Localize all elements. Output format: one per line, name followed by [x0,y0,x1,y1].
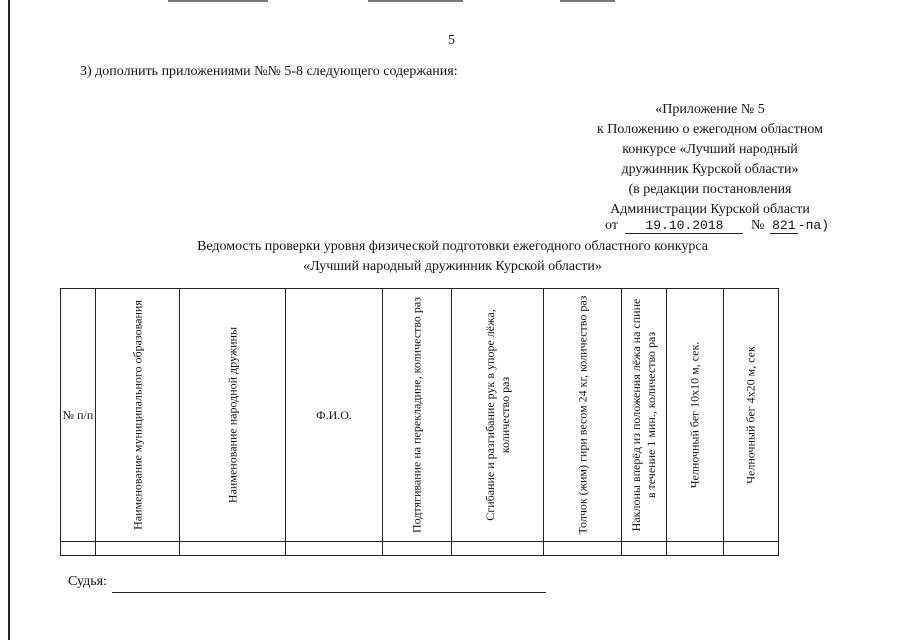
page-edge [8,0,10,640]
header-cell [180,289,286,542]
appendix-line: дружинник Курской области» [621,162,799,177]
table-cell[interactable] [96,542,180,556]
header-cell [61,289,96,542]
scan-artifact [560,0,615,2]
number-prefix: № [750,218,765,233]
table-cell[interactable] [667,542,724,556]
header-text: Толчок (жим) гири весом 24 кг, количество раз [575,295,589,535]
header-text: Ф.И.О. [316,408,352,422]
header-text: № п/п [62,408,94,422]
header-text: Челночный бег 10х10 м, сек. [687,341,702,489]
header-cell [724,289,779,542]
table-cell[interactable] [724,542,779,556]
resolution-number: 821 [770,218,798,234]
title-line: «Лучший народный дружинник Курской области» [303,259,602,274]
header-cell [286,289,383,542]
fitness-check-table [60,288,779,556]
amendment-intro: 3) дополнить приложениями №№ 5-8 следующего содержания: [80,64,458,79]
header-text: Сгибание и разгибание рук в упоре лёжа, количество раз [482,309,512,521]
page-number: 5 [448,33,455,48]
table-cell[interactable] [180,542,286,556]
scan-artifact [368,0,463,2]
number-suffix: -па) [797,218,830,233]
table-header-row [61,289,779,542]
appendix-line: (в редакции постановления [628,182,792,197]
appendix-line: конкурсе «Лучший народный [622,142,798,157]
table-cell[interactable] [383,542,452,556]
title-line: Ведомость проверки уровня физической подготовки ежегодного областного конкурса [197,239,708,254]
appendix-line: к Положению о ежегодном областном [596,122,824,137]
resolution-date-line [605,218,829,234]
header-cell [544,289,622,542]
appendix-line: Администрации Курской области [610,202,810,217]
header-cell [452,289,544,542]
header-cell [667,289,724,542]
table-cell[interactable] [286,542,383,556]
table-cell[interactable] [61,542,96,556]
document-title [0,237,905,277]
header-cell [383,289,452,542]
judge-label: Судья: [68,574,107,589]
table-row [61,542,779,556]
header-cell [96,289,180,542]
header-text: Челночный бег 4х20 м, сек [743,346,758,484]
header-text: Наименование муниципального образования [130,300,144,530]
resolution-date: 19.10.2018 [625,218,743,234]
table-cell[interactable] [544,542,622,556]
table-cell[interactable] [452,542,544,556]
scan-artifact [168,0,268,2]
date-prefix: от [605,218,618,233]
header-text: Наименование народной дружины [225,326,239,504]
header-text: Наклоны вперёд из положения лёжа на спине в течение 1 мин., количество раз [629,298,658,532]
header-text: Подтягивание на перекладине, количество раз [409,297,424,533]
judge-signature-line[interactable] [112,592,546,593]
appendix-line: «Приложение № 5 [655,102,765,117]
header-cell [622,289,667,542]
table-cell[interactable] [622,542,667,556]
appendix-header [560,100,860,220]
